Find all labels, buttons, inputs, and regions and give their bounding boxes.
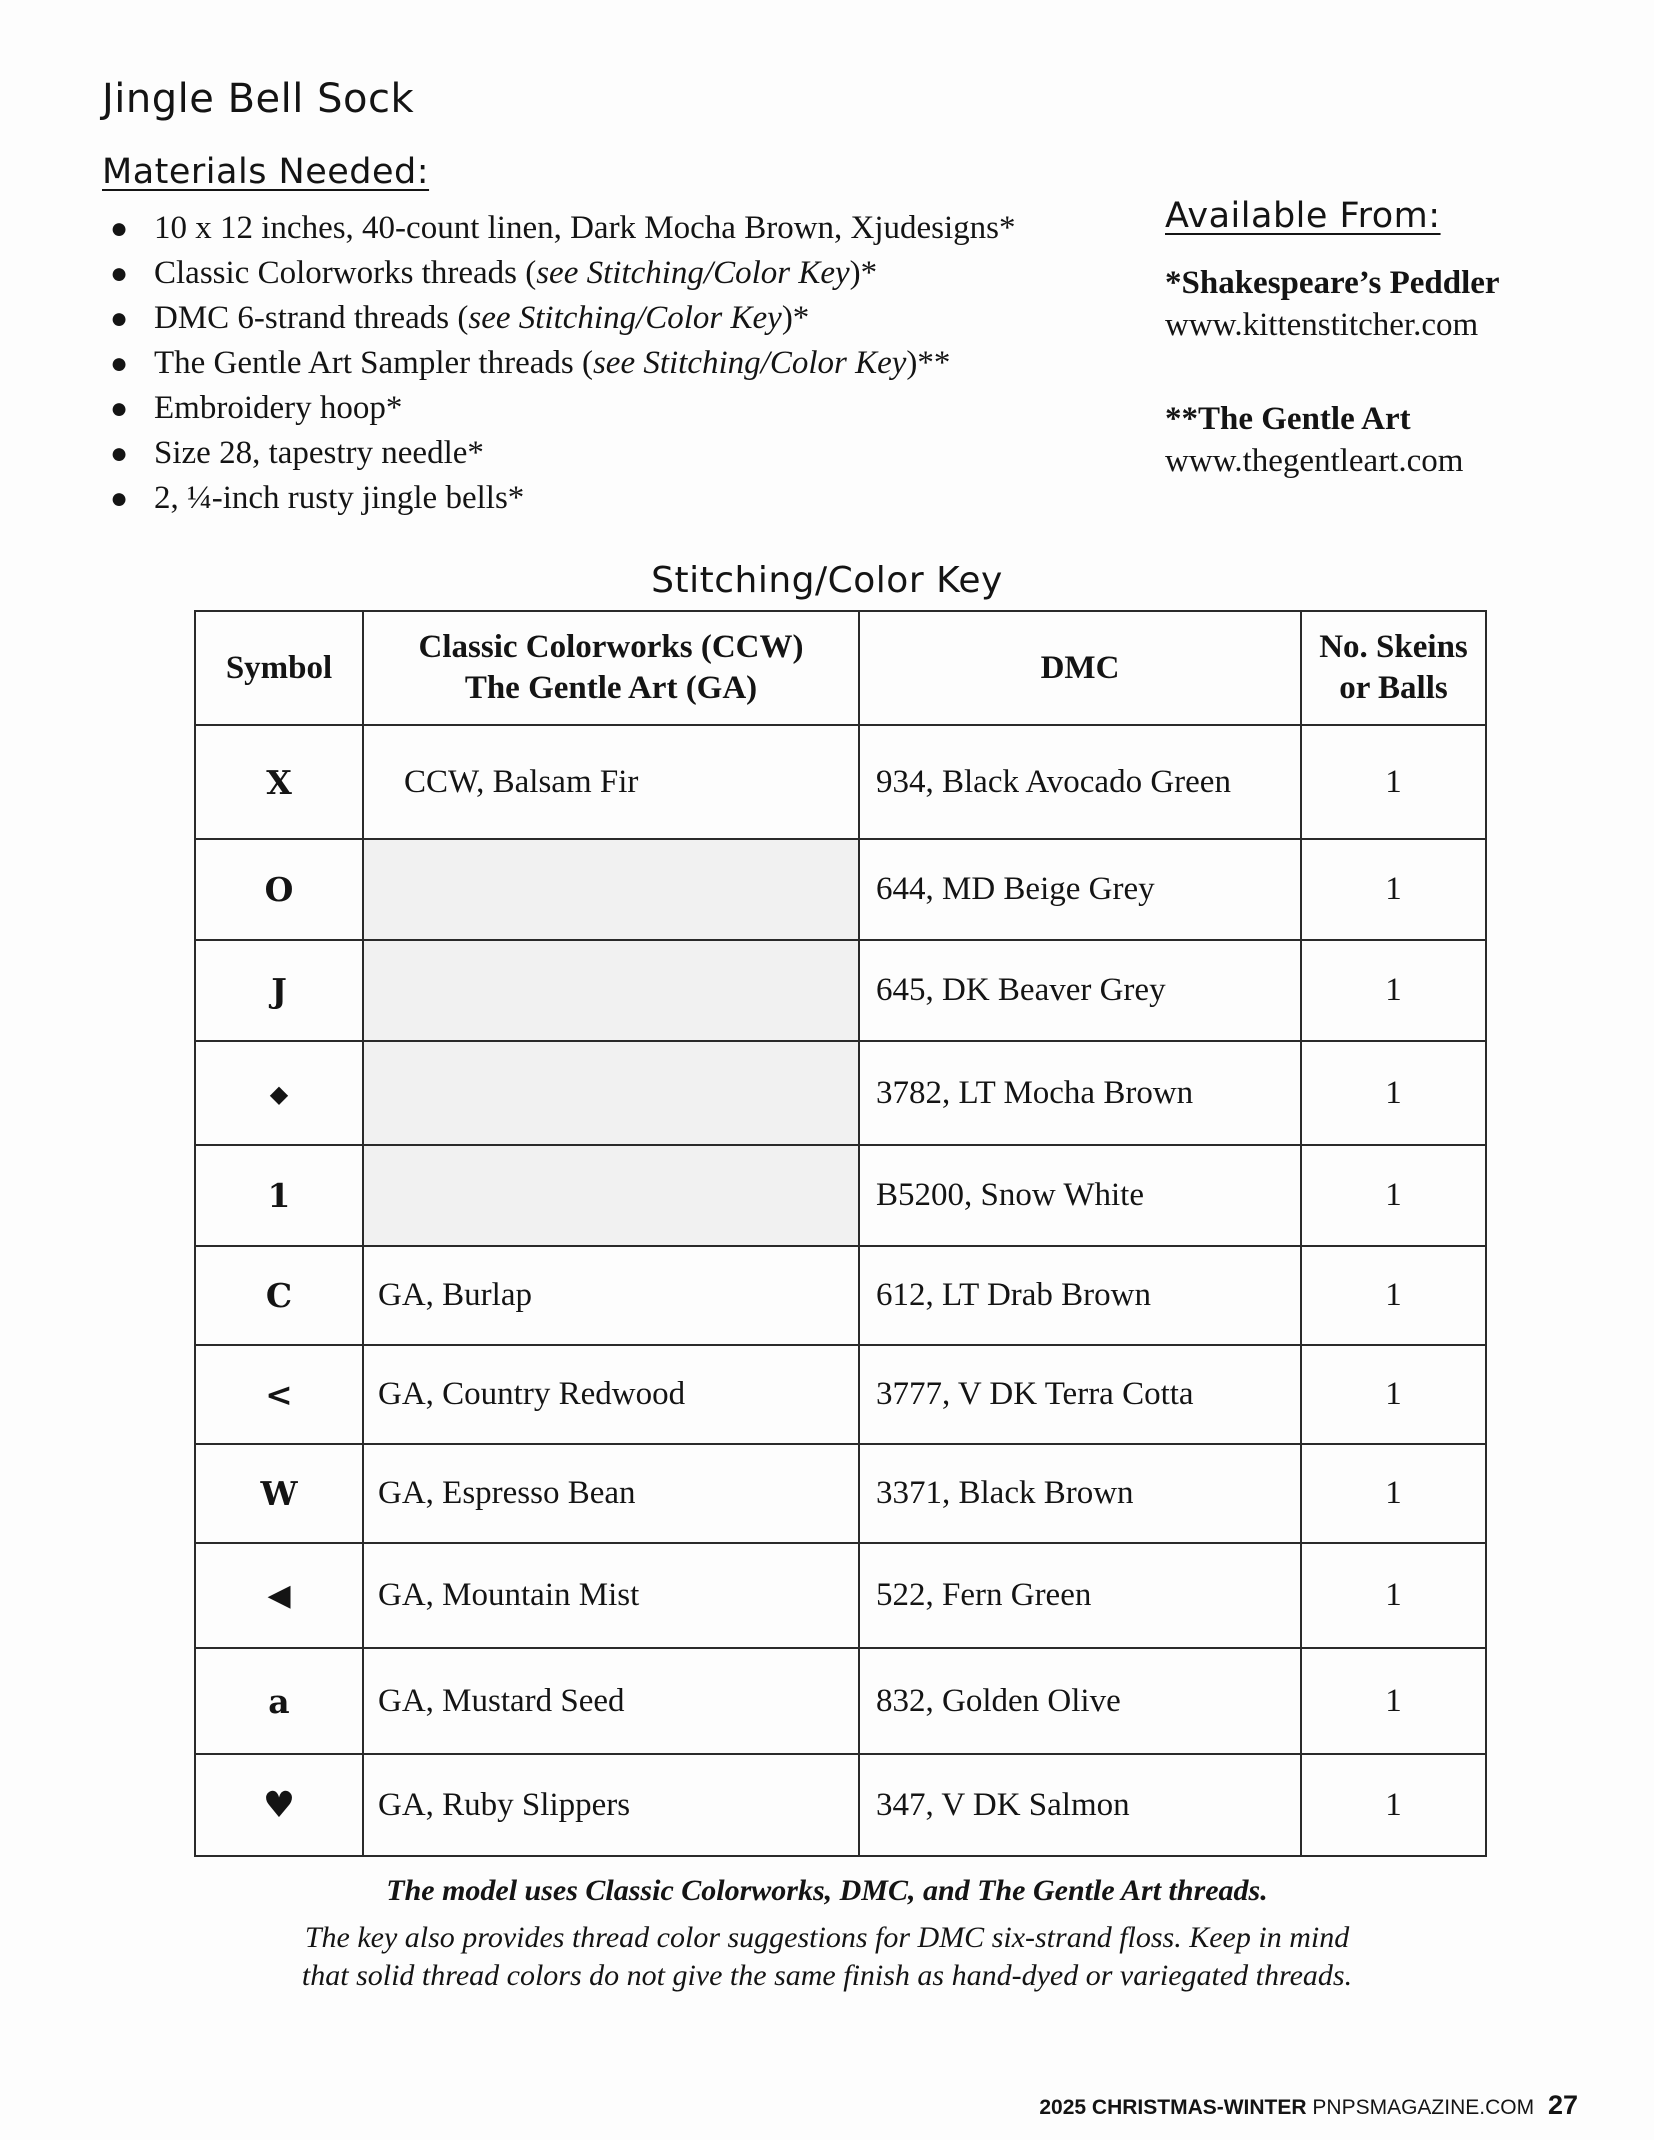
table-row <box>195 1041 1486 1145</box>
symbol-cell: ◆ <box>195 1041 363 1145</box>
symbol-cell: X <box>195 725 363 839</box>
table-row <box>195 839 1486 940</box>
symbol-cell: O <box>195 839 363 940</box>
table-row <box>195 1246 1486 1345</box>
skeins-cell: 1 <box>1301 1543 1486 1648</box>
symbol-cell: C <box>195 1246 363 1345</box>
bullet-icon: ● <box>110 392 129 425</box>
skeins-cell: 1 <box>1301 1246 1486 1345</box>
bullet-icon: ● <box>110 212 129 245</box>
table-header-row <box>195 611 1486 725</box>
available-heading: Available From: <box>1165 196 1441 236</box>
materials-item: ● 2, ¼-inch rusty jingle bells* <box>102 476 1016 521</box>
ccw-cell <box>363 940 859 1041</box>
table-row <box>195 1754 1486 1856</box>
ccw-cell: GA, Ruby Slippers <box>363 1754 859 1856</box>
table-row <box>195 725 1486 839</box>
dmc-cell: 612, LT Drab Brown <box>859 1246 1301 1345</box>
materials-item: ● DMC 6-strand threads (see Stitching/Color Key)* <box>102 296 1016 341</box>
bullet-icon: ● <box>110 437 129 470</box>
footer-site: PNPSMAGAZINE.COM <box>1312 2096 1535 2119</box>
symbol-cell: ◀ <box>195 1543 363 1648</box>
table-row <box>195 1145 1486 1246</box>
skeins-cell: 1 <box>1301 1444 1486 1543</box>
bullet-icon: ● <box>110 482 129 515</box>
skeins-cell: 1 <box>1301 1145 1486 1246</box>
heart-icon: ♥ <box>195 1754 363 1856</box>
ccw-cell: GA, Espresso Bean <box>363 1444 859 1543</box>
source-name: **The Gentle Art <box>1165 401 1411 437</box>
ccw-cell: CCW, Balsam Fir <box>363 725 859 839</box>
materials-item: ● Classic Colorworks threads (see Stitching/Color Key)* <box>102 251 1016 296</box>
ccw-cell: GA, Mountain Mist <box>363 1543 859 1648</box>
dmc-cell: 3371, Black Brown <box>859 1444 1301 1543</box>
skeins-cell: 1 <box>1301 1754 1486 1856</box>
bullet-icon: ● <box>110 347 129 380</box>
header-symbol: Symbol <box>195 611 363 725</box>
materials-heading: Materials Needed: <box>102 152 430 192</box>
source-gentle-art <box>1165 398 1463 482</box>
materials-list <box>102 206 1016 521</box>
key-title: Stitching/Color Key <box>651 560 1003 601</box>
skeins-cell: 1 <box>1301 940 1486 1041</box>
skeins-cell: 1 <box>1301 1648 1486 1754</box>
key-note-line: The key also provides thread color suggestions for DMC six-strand floss. Keep in mind <box>304 1921 1350 1954</box>
skeins-cell: 1 <box>1301 725 1486 839</box>
materials-item: ● The Gentle Art Sampler threads (see Stitching/Color Key)** <box>102 341 1016 386</box>
dmc-cell: 3777, V DK Terra Cotta <box>859 1345 1301 1444</box>
footer-issue: 2025 CHRISTMAS-WINTER <box>1039 2096 1307 2119</box>
color-key-table <box>194 610 1487 1857</box>
ccw-cell <box>363 1041 859 1145</box>
source-url[interactable]: www.kittenstitcher.com <box>1165 307 1479 343</box>
materials-item: ● Size 28, tapestry needle* <box>102 431 1016 476</box>
header-skeins: No. Skeins or Balls <box>1301 611 1486 725</box>
materials-item: ● Embroidery hoop* <box>102 386 1016 431</box>
symbol-cell: < <box>195 1345 363 1444</box>
dmc-cell: 347, V DK Salmon <box>859 1754 1301 1856</box>
ccw-cell <box>363 839 859 940</box>
table-row <box>195 1543 1486 1648</box>
bullet-icon: ● <box>110 257 129 290</box>
page-footer <box>1039 2090 1578 2121</box>
symbol-cell: a <box>195 1648 363 1754</box>
symbol-cell: W <box>195 1444 363 1543</box>
table-row <box>195 1648 1486 1754</box>
dmc-cell: B5200, Snow White <box>859 1145 1301 1246</box>
symbol-cell: 1 <box>195 1145 363 1246</box>
materials-item: ● 10 x 12 inches, 40-count linen, Dark Mocha Brown, Xjudesigns* <box>102 206 1016 251</box>
dmc-cell: 644, MD Beige Grey <box>859 839 1301 940</box>
skeins-cell: 1 <box>1301 839 1486 940</box>
symbol-cell: J <box>195 940 363 1041</box>
skeins-cell: 1 <box>1301 1041 1486 1145</box>
key-note-line: that solid thread colors do not give the same finish as hand-dyed or variegated threads. <box>301 1959 1353 1992</box>
page-title: Jingle Bell Sock <box>102 76 415 122</box>
dmc-cell: 832, Golden Olive <box>859 1648 1301 1754</box>
ccw-cell: GA, Burlap <box>363 1246 859 1345</box>
model-note: The model uses Classic Colorworks, DMC, and The Gentle Art threads. <box>386 1874 1268 1907</box>
table-row <box>195 1444 1486 1543</box>
ccw-cell: GA, Mustard Seed <box>363 1648 859 1754</box>
skeins-cell: 1 <box>1301 1345 1486 1444</box>
header-dmc: DMC <box>859 611 1301 725</box>
header-ccw: Classic Colorworks (CCW) The Gentle Art (GA) <box>363 611 859 725</box>
table-row <box>195 1345 1486 1444</box>
table-row <box>195 940 1486 1041</box>
bullet-icon: ● <box>110 302 129 335</box>
dmc-cell: 3782, LT Mocha Brown <box>859 1041 1301 1145</box>
dmc-cell: 522, Fern Green <box>859 1543 1301 1648</box>
source-shakespeares-peddler <box>1165 262 1500 346</box>
source-name: *Shakespeare’s Peddler <box>1165 265 1500 301</box>
ccw-cell <box>363 1145 859 1246</box>
source-url[interactable]: www.thegentleart.com <box>1165 443 1464 479</box>
ccw-cell: GA, Country Redwood <box>363 1345 859 1444</box>
page-number: 27 <box>1547 2090 1578 2120</box>
dmc-cell: 934, Black Avocado Green <box>859 725 1301 839</box>
dmc-cell: 645, DK Beaver Grey <box>859 940 1301 1041</box>
